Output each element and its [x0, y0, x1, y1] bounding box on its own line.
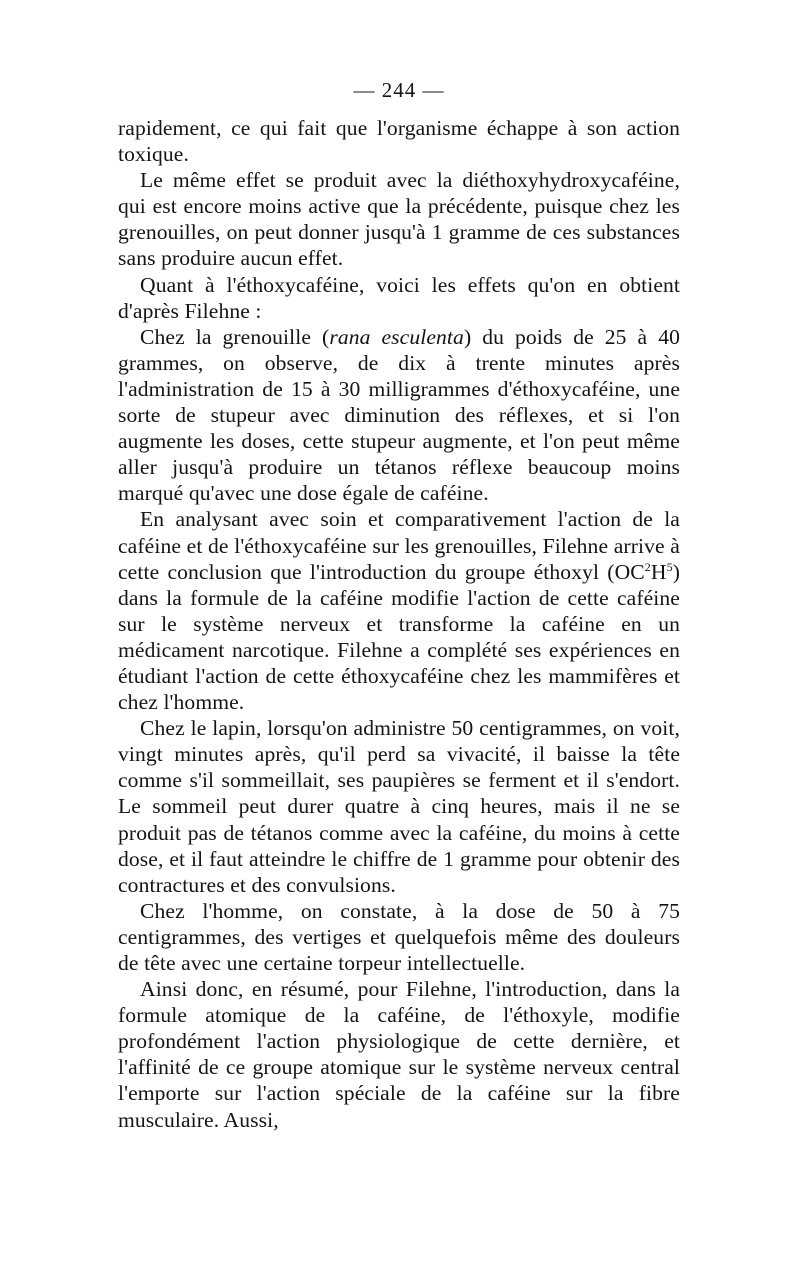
- formula-subscript-1: 2: [644, 559, 651, 574]
- page-number: — 244 —: [353, 78, 445, 102]
- paragraph-7: Chez l'homme, on constate, à la dose de 50 à 75 centigrammes, des vertiges et quelquefois même des douleurs de tête avec une certaine torpeur intellectuelle.: [118, 898, 680, 975]
- paragraph-5-text-a: En analysant avec soin et comparativement l'action de la caféine et de l'éthoxycaféine sur les grenouilles, Filehne arrive à cette conclusion que l'introduction du groupe éthoxyl (OC: [118, 507, 680, 584]
- paragraph-2: Le même effet se produit avec la diéthoxyhydroxycaféine, qui est encore moins active que la précédente, puisque chez les grenouilles, on peut donner jusqu'à 1 gramme de ces substances sans produire aucun effet.: [118, 168, 680, 271]
- paragraph-5-text-b: ) dans la formule de la caféine modifie l'action de cette caféine sur le système nerveux et transforme la caféine en un médicament narcotique. Filehne a complété ses expériences en étudiant l'action de cette éthoxycaféine chez les mammifères et chez l'homme.: [118, 559, 680, 715]
- body-text: [118, 115, 680, 1133]
- paragraph-1: rapidement, ce qui fait que l'organisme échappe à son action toxique.: [118, 116, 680, 167]
- species-name: rana esculenta: [329, 324, 464, 349]
- paragraph-4-text-b: ) du poids de 25 à 40 grammes, on observe, de dix à trente minutes après l'administration de 15 à 30 milligrammes d'éthoxycaféine, une sorte de stupeur avec diminution des réflexes, et si l'on augmente les doses, cette stupeur augmente, et l'on peut même aller jusqu'à produire un tétanos réflexe beaucoup moins marqué qu'avec une dose égale de caféine.: [118, 324, 680, 506]
- formula-subscript-2: 5: [666, 559, 673, 574]
- paragraph-6: Chez le lapin, lorsqu'on administre 50 centigrammes, on voit, vingt minutes après, qu'il perd sa vivacité, il baisse la tête comme s'il sommeillait, ses paupières se ferment et il s'endort. Le sommeil peut durer quatre à cinq heures, mais il ne se produit pas de tétanos comme avec la caféine, du moins à cette dose, et il faut atteindre le chiffre de 1 gramme pour obtenir des contractures et des convulsions.: [118, 716, 680, 897]
- paragraph-4-text-a: Chez la grenouille (: [140, 324, 330, 349]
- paragraph-8: Ainsi donc, en résumé, pour Filehne, l'introduction, dans la formule atomique de la caféine, de l'éthoxyle, modifie profondément l'action physiologique de cette dernière, et l'affinité de ce groupe atomique sur le système nerveux central l'emporte sur l'action spéciale de la caféine sur la fibre musculaire. Aussi,: [118, 977, 680, 1132]
- formula-element: H: [650, 559, 667, 584]
- paragraph-5: [118, 506, 680, 715]
- paragraph-3: Quant à l'éthoxycaféine, voici les effets qu'on en obtient d'après Filehne :: [118, 272, 680, 323]
- paragraph-4: [118, 324, 680, 507]
